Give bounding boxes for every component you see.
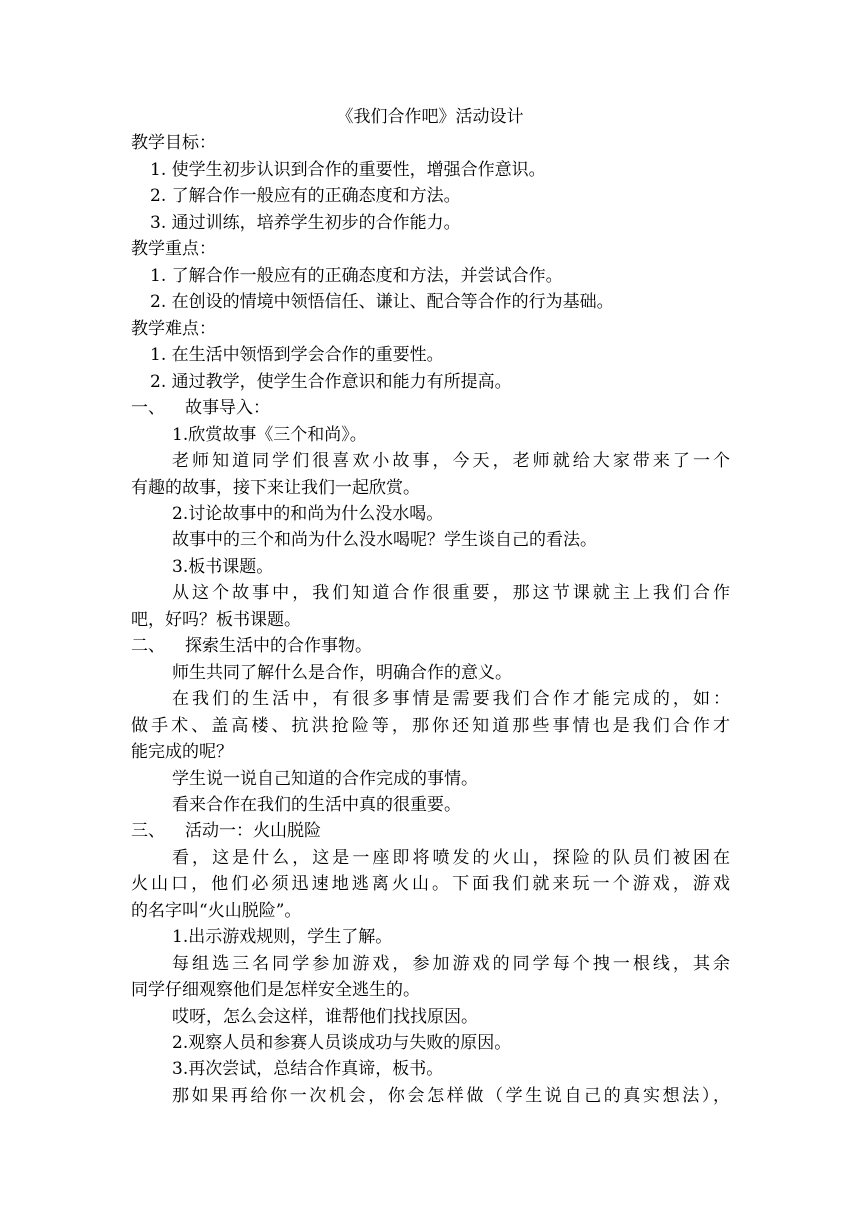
difficulties-heading: 教学难点： <box>131 319 216 339</box>
section-title: 探索生活中的合作事物。 <box>185 636 372 656</box>
paragraph-line: 有趣的故事，接下来让我们一起欣赏。 <box>131 478 420 498</box>
paragraph-line: 哎呀，怎么会这样，谁帮他们找找原因。 <box>172 1007 478 1027</box>
paragraph-line: 每组选三名同学参加游戏，参加游戏的同学每个拽一根线，其余 <box>172 954 730 974</box>
paragraph-line: 3.板书课题。 <box>172 557 274 577</box>
paragraph-line: 学生说一说自己知道的合作完成的事情。 <box>172 769 478 789</box>
paragraph-line: 的名字叫“火山脱险”。 <box>131 901 302 921</box>
key-point-item: 1. 了解合作一般应有的正确态度和方法，并尝试合作。 <box>150 266 563 286</box>
paragraph-line: 1.欣赏故事《三个和尚》。 <box>172 425 367 445</box>
paragraph-line: 看来合作在我们的生活中真的很重要。 <box>172 795 461 815</box>
paragraph-line: 2.讨论故事中的和尚为什么没水喝。 <box>172 504 444 524</box>
paragraph-line: 老师知道同学们很喜欢小故事，今天，老师就给大家带来了一个 <box>172 451 730 471</box>
objective-item: 2. 了解合作一般应有的正确态度和方法。 <box>150 186 461 206</box>
paragraph-line: 3.再次尝试，总结合作真谛，板书。 <box>172 1059 444 1079</box>
paragraph-line: 那如果再给你一次机会，你会怎样做（学生说自己的真实想法）， <box>172 1086 730 1106</box>
paragraph-line: 做手术、盖高楼、抗洪抢险等，那你还知道那些事情也是我们合作才 <box>131 716 730 736</box>
paragraph-line: 1.出示游戏规则，学生了解。 <box>172 927 393 947</box>
section-heading-1 <box>131 395 270 421</box>
key-point-item: 2. 在创设的情境中领悟信任、谦让、配合等合作的行为基础。 <box>150 292 614 312</box>
section-title: 活动一：火山脱险 <box>185 821 321 841</box>
section-heading-3 <box>131 818 321 844</box>
paragraph-line: 故事中的三个和尚为什么没水喝呢？学生谈自己的看法。 <box>172 530 597 550</box>
section-title: 故事导入： <box>185 398 270 418</box>
paragraph-line: 师生共同了解什么是合作，明确合作的意义。 <box>172 663 512 683</box>
section-number: 三、 <box>131 821 165 841</box>
document-title: 《我们合作吧》活动设计 <box>336 107 524 127</box>
paragraph-line: 在我们的生活中，有很多事情是需要我们合作才能完成的，如： <box>172 689 730 709</box>
objective-item: 1. 使学生初步认识到合作的重要性，增强合作意识。 <box>150 160 546 180</box>
section-heading-2 <box>131 633 372 659</box>
section-number: 一、 <box>131 398 165 418</box>
paragraph-line: 能完成的呢？ <box>131 742 233 762</box>
paragraph-line: 吧，好吗？板书课题。 <box>131 610 301 630</box>
objectives-heading: 教学目标： <box>131 133 216 153</box>
paragraph-line: 火山口，他们必须迅速地逃离火山。下面我们就来玩一个游戏，游戏 <box>131 874 730 894</box>
key-points-heading: 教学重点： <box>131 239 216 259</box>
paragraph-line: 同学仔细观察他们是怎样安全逃生的。 <box>131 980 420 1000</box>
difficulty-item: 1. 在生活中领悟到学会合作的重要性。 <box>150 345 444 365</box>
paragraph-line: 2.观察人员和参赛人员谈成功与失败的原因。 <box>172 1033 512 1053</box>
paragraph-line: 从这个故事中，我们知道合作很重要，那这节课就主上我们合作 <box>172 583 730 603</box>
objective-item: 3. 通过训练，培养学生初步的合作能力。 <box>150 213 461 233</box>
paragraph-line: 看，这是什么，这是一座即将喷发的火山，探险的队员们被困在 <box>172 848 730 868</box>
section-number: 二、 <box>131 636 165 656</box>
difficulty-item: 2. 通过教学，使学生合作意识和能力有所提高。 <box>150 372 512 392</box>
